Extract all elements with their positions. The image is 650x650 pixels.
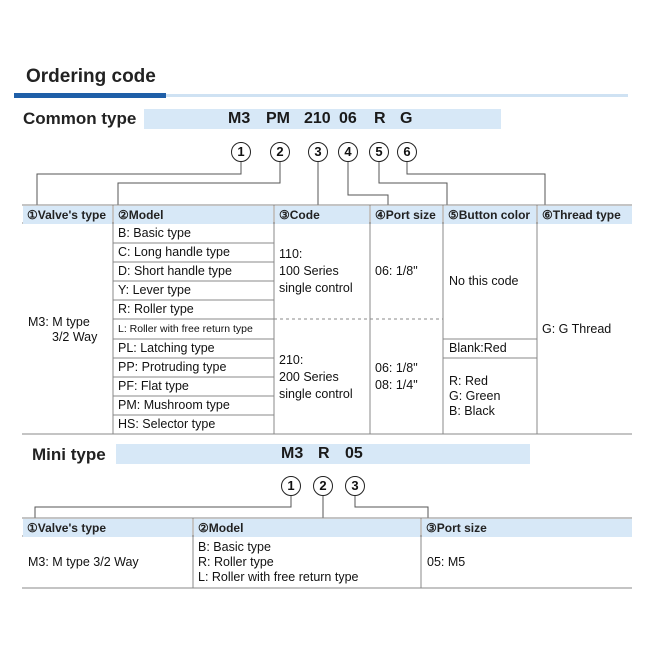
valve-type-line-1: M3: M type bbox=[28, 315, 90, 329]
mini-circle-2: 2 bbox=[313, 476, 333, 496]
code-r: R bbox=[374, 110, 386, 127]
code-pm: PM bbox=[266, 110, 290, 127]
code-210-line-3: single control bbox=[279, 387, 353, 401]
mini-code-m3: M3 bbox=[281, 445, 304, 462]
mini-circle-1: 1 bbox=[281, 476, 301, 496]
mini-code-05: 05 bbox=[345, 445, 363, 462]
code-m3: M3 bbox=[228, 110, 251, 127]
port-size-2b: 08: 1/4" bbox=[375, 378, 418, 392]
mini-model-item: L: Roller with free return type bbox=[198, 570, 359, 584]
circle-3: 3 bbox=[308, 142, 328, 162]
code-110-line-3: single control bbox=[279, 281, 353, 295]
port-size-2a: 06: 1/8" bbox=[375, 361, 418, 375]
header-thread-type: ⑥Thread type bbox=[538, 206, 632, 224]
model-item: C: Long handle type bbox=[118, 245, 230, 259]
mini-header-port-size: ③Port size bbox=[422, 519, 632, 537]
circle-2: 2 bbox=[270, 142, 290, 162]
port-size-1: 06: 1/8" bbox=[375, 264, 418, 278]
model-item: L: Roller with free return type bbox=[118, 323, 253, 335]
header-model: ②Model bbox=[114, 206, 273, 224]
header-port-size: ④Port size bbox=[371, 206, 442, 224]
mini-header-valve-type: ①Valve's type bbox=[23, 519, 192, 537]
mini-valve-type: M3: M type 3/2 Way bbox=[28, 555, 139, 569]
code-110-line-2: 100 Series bbox=[279, 264, 339, 278]
page-title: Ordering code bbox=[26, 66, 156, 87]
button-color-none: No this code bbox=[449, 274, 519, 288]
model-item: R: Roller type bbox=[118, 302, 194, 316]
mini-code-r: R bbox=[318, 445, 330, 462]
mini-header-model: ②Model bbox=[194, 519, 420, 537]
button-color-red: R: Red bbox=[449, 374, 488, 388]
circle-6: 6 bbox=[397, 142, 417, 162]
model-item: Y: Lever type bbox=[118, 283, 191, 297]
code-210-line-2: 200 Series bbox=[279, 370, 339, 384]
thread-type-value: G: G Thread bbox=[542, 322, 612, 336]
mini-model-item: R: Roller type bbox=[198, 555, 274, 569]
model-item: PF: Flat type bbox=[118, 379, 189, 393]
model-item: PP: Protruding type bbox=[118, 360, 227, 374]
model-item: B: Basic type bbox=[118, 226, 191, 240]
circle-1: 1 bbox=[231, 142, 251, 162]
code-210: 210 bbox=[304, 110, 331, 127]
model-item: D: Short handle type bbox=[118, 264, 232, 278]
button-color-green: G: Green bbox=[449, 389, 501, 403]
code-06: 06 bbox=[339, 110, 357, 127]
circle-5: 5 bbox=[369, 142, 389, 162]
model-item: PL: Latching type bbox=[118, 341, 215, 355]
mini-type-label: Mini type bbox=[32, 445, 106, 464]
common-type-label: Common type bbox=[23, 109, 137, 128]
model-item: PM: Mushroom type bbox=[118, 398, 230, 412]
button-color-black: B: Black bbox=[449, 404, 495, 418]
code-g: G bbox=[400, 110, 413, 127]
model-item: HS: Selector type bbox=[118, 417, 216, 431]
mini-circle-3: 3 bbox=[345, 476, 365, 496]
header-button-color: ⑤Button color bbox=[444, 206, 536, 224]
header-code: ③Code bbox=[275, 206, 369, 224]
mini-port-size: 05: M5 bbox=[427, 555, 466, 569]
circle-4: 4 bbox=[338, 142, 358, 162]
valve-type-line-2: 3/2 Way bbox=[52, 330, 98, 344]
header-valve-type: ①Valve's type bbox=[23, 206, 112, 224]
button-color-blank: Blank:Red bbox=[449, 341, 507, 355]
code-210-line-1: 210: bbox=[279, 353, 304, 367]
mini-model-item: B: Basic type bbox=[198, 540, 271, 554]
code-110-line-1: 110: bbox=[279, 247, 303, 261]
